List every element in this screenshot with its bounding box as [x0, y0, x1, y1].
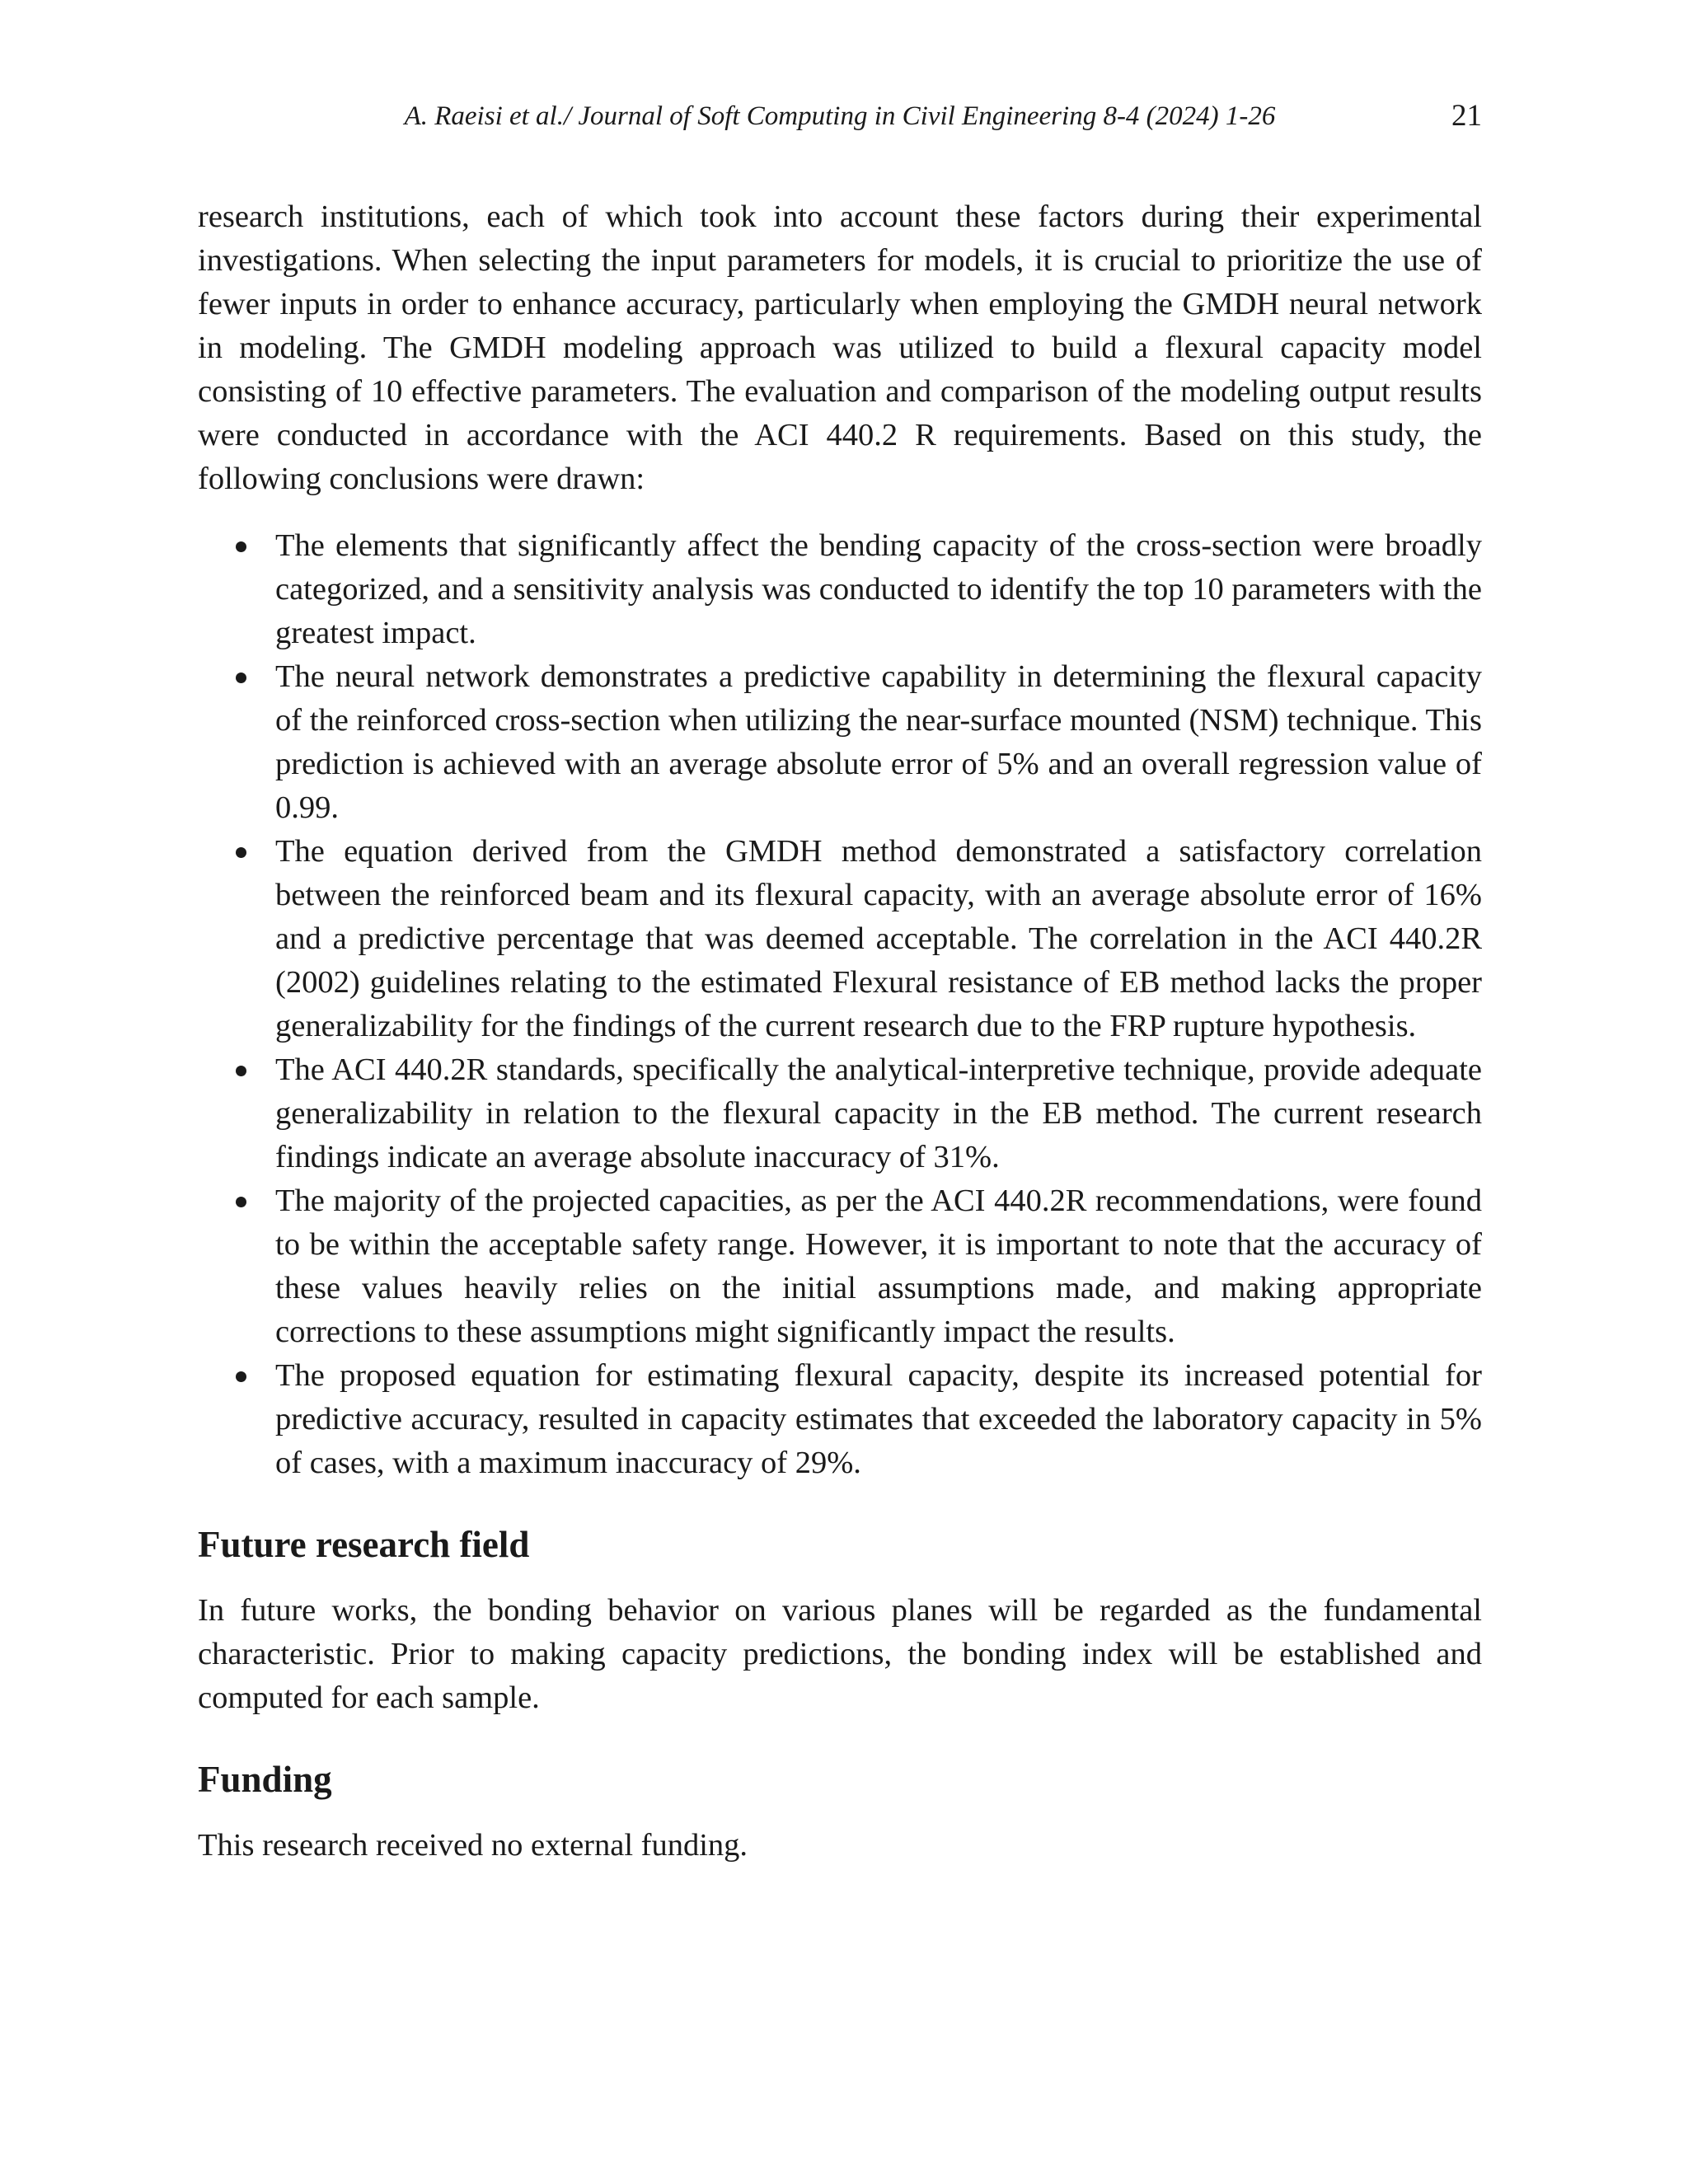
list-item-text: The ACI 440.2R standards, specifically the analytical-interpretive technique, provide adequate generalizability in relation to the flexural capacity in the EB method. The current research findings indicate an average absolute inaccuracy of 31%.: [275, 1052, 1482, 1174]
intro-paragraph: research institutions, each of which took into account these factors during their experimental investigations. When selecting the input parameters for models, it is crucial to prioritize the use of fewer inputs in order to enhance accuracy, particularly when employing the GMDH neural network in modeling. The GMDH modeling approach was utilized to build a flexural capacity model consisting of 10 effective parameters. The evaluation and comparison of the modeling output results were conducted in accordance with the ACI 440.2 R requirements. Based on this study, the following conclusions were drawn:: [198, 199, 1482, 496]
list-item-text: The elements that significantly affect the bending capacity of the cross-section were broadly categorized, and a sensitivity analysis was conducted to identify the top 10 parameters with the greatest impact.: [275, 528, 1482, 650]
future-research-heading: Future research field: [198, 1524, 530, 1565]
bullet-icon: [236, 541, 246, 552]
running-header: [198, 96, 1482, 137]
list-item-text: The proposed equation for estimating flexural capacity, despite its increased potential for predictive accuracy, resulted in capacity estimates that exceeded the laboratory capacity in 5% of cases, with a maximum inaccuracy of 29%.: [275, 1358, 1482, 1480]
list-item-text: The equation derived from the GMDH method demonstrated a satisfactory correlation between the reinforced beam and its flexural capacity, with an average absolute error of 16% and a predictive percentage that was deemed acceptable. The correlation in the ACI 440.2R (2002) guidelines relating to the estimated Flexural resistance of EB method lacks the proper generalizability for the findings of the current research due to the FRP rupture hypothesis.: [275, 834, 1482, 1043]
funding-paragraph: This research received no external funding.: [198, 1828, 748, 1863]
future-research-paragraph: In future works, the bonding behavior on various planes will be regarded as the fundamental characteristic. Prior to making capacity predictions, the bonding index will be established and computed for each sample.: [198, 1593, 1482, 1715]
bullet-icon: [236, 1197, 246, 1207]
bullet-icon: [236, 847, 246, 858]
list-item: [275, 524, 1482, 655]
list-item: [275, 1179, 1482, 1354]
funding-heading: Funding: [198, 1759, 332, 1800]
bullet-icon: [236, 673, 246, 683]
bullet-icon: [236, 1066, 246, 1076]
conclusions-list: [198, 524, 1482, 1485]
list-item: [275, 1048, 1482, 1179]
list-item-text: The majority of the projected capacities, as per the ACI 440.2R recommendations, were found to be within the acceptable safety range. However, it is important to note that the accuracy of these values heavily relies on the initial assumptions made, and making appropriate corrections to these assumptions might significantly impact the results.: [275, 1183, 1482, 1349]
page-number: 21: [1451, 99, 1482, 133]
main-content: [198, 195, 1482, 1868]
list-item-text: The neural network demonstrates a predictive capability in determining the flexural capacity of the reinforced cross-section when utilizing the near-surface mounted (NSM) technique. This prediction is achieved with an average absolute error of 5% and an overall regression value of 0.99.: [275, 659, 1482, 825]
list-item: [275, 830, 1482, 1048]
list-item: [275, 1354, 1482, 1485]
list-item: [275, 655, 1482, 830]
bullet-icon: [236, 1371, 246, 1382]
journal-citation: A. Raeisi et al./ Journal of Soft Computing in Civil Engineering 8-4 (2024) 1-26: [404, 101, 1276, 131]
